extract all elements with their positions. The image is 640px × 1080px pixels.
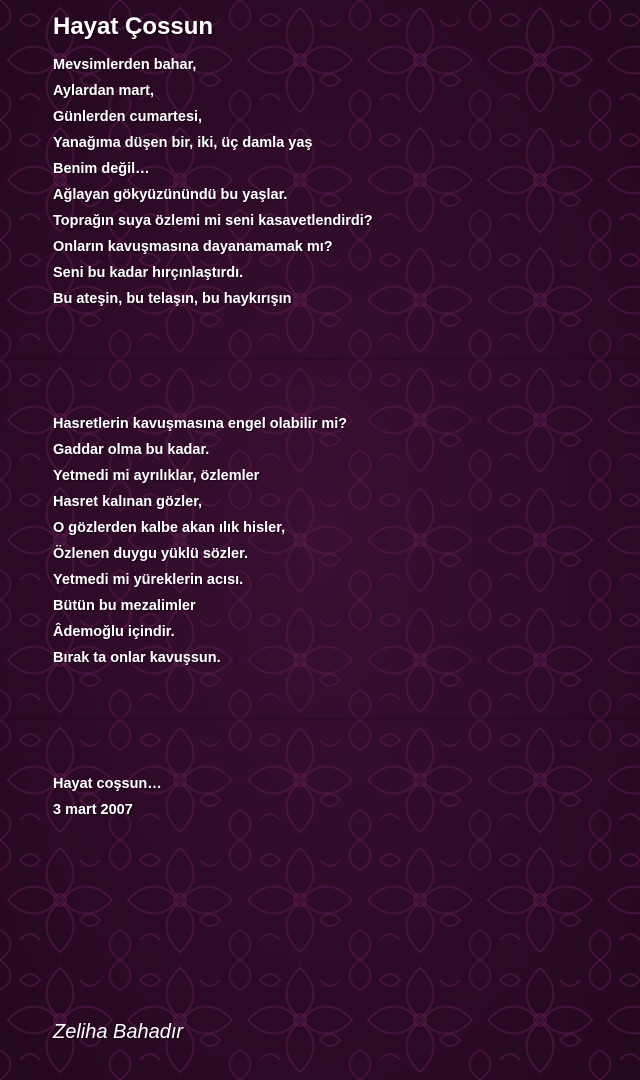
poem-line: Aylardan mart, — [53, 83, 154, 99]
poem-line: Ağlayan gökyüzünündü bu yaşlar. — [53, 187, 288, 203]
poem-line: Bütün bu mezalimler — [53, 598, 196, 614]
poem-line: Hasretlerin kavuşmasına engel olabilir mi? — [53, 416, 348, 432]
poem-line: Günlerden cumartesi, — [53, 109, 203, 125]
poem-line: Seni bu kadar hırçınlaştırdı. — [53, 265, 244, 281]
stanza-3 — [53, 771, 162, 823]
poem-line: Hasret kalınan gözler, — [53, 494, 203, 510]
poem-line: Benim değil… — [53, 161, 150, 177]
poem-line: Yetmedi mi yüreklerin acısı. — [53, 572, 244, 588]
poem-author: Zeliha Bahadır — [53, 1021, 184, 1043]
poem-line: Gaddar olma bu kadar. — [53, 442, 210, 458]
stanza-1 — [53, 52, 373, 312]
poem-line: Özlenen duygu yüklü sözler. — [53, 546, 248, 562]
poem-title: Hayat Çossun — [53, 13, 214, 40]
poem-line: O gözlerden kalbe akan ılık hisler, — [53, 520, 286, 536]
stanza-2 — [53, 411, 347, 671]
poem-line: Hayat coşsun… — [53, 776, 162, 792]
poem-line: Toprağın suya özlemi mi seni kasavetlendirdi? — [53, 213, 373, 229]
poem-line: Bu ateşin, bu telaşın, bu haykırışın — [53, 291, 292, 307]
poem-line: Onların kavuşmasına dayanamamak mı? — [53, 239, 333, 255]
poem-line: Yetmedi mi ayrılıklar, özlemler — [53, 468, 260, 484]
poem-line: Mevsimlerden bahar, — [53, 57, 197, 73]
poem-line: Bırak ta onlar kavuşsun. — [53, 650, 221, 666]
poem-line: Yanağıma düşen bir, iki, üç damla yaş — [53, 135, 313, 151]
poem-date: 3 mart 2007 — [53, 802, 133, 818]
poem-line: Âdemoğlu içindir. — [53, 624, 175, 640]
